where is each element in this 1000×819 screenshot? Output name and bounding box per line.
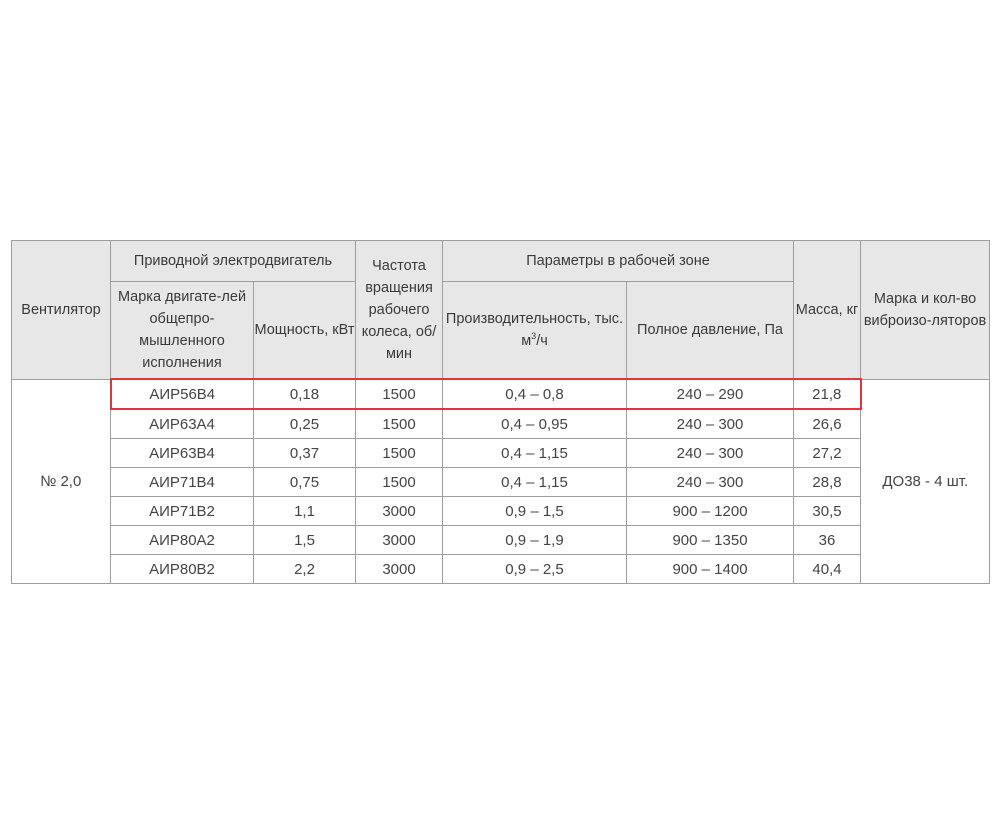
table-row — [12, 468, 990, 497]
header-mass: Масса, кг — [794, 241, 861, 380]
power-cell: 0,75 — [254, 468, 356, 497]
header-capacity-suffix: /ч — [536, 333, 548, 349]
pressure-cell: 900 – 1350 — [627, 526, 794, 555]
rpm-cell: 1500 — [356, 468, 443, 497]
power-cell: 0,18 — [254, 379, 356, 409]
mass-cell: 30,5 — [794, 497, 861, 526]
power-cell: 1,5 — [254, 526, 356, 555]
rpm-cell: 1500 — [356, 439, 443, 468]
pressure-cell: 240 – 290 — [627, 379, 794, 409]
power-cell: 1,1 — [254, 497, 356, 526]
pressure-cell: 900 – 1400 — [627, 555, 794, 584]
capacity-cell: 0,4 – 0,95 — [443, 409, 627, 439]
table-row — [12, 379, 990, 409]
motor-cell: АИР71В4 — [111, 468, 254, 497]
motor-cell: АИР71В2 — [111, 497, 254, 526]
header-capacity-prefix: Производительность, тыс. м — [445, 311, 624, 349]
table-row — [12, 409, 990, 439]
capacity-cell: 0,4 – 0,8 — [443, 379, 627, 409]
mass-cell: 26,6 — [794, 409, 861, 439]
pressure-cell: 240 – 300 — [627, 439, 794, 468]
table-row — [12, 439, 990, 468]
header-drive-motor: Приводной электродвигатель — [111, 241, 356, 282]
capacity-cell: 0,9 – 2,5 — [443, 555, 627, 584]
header-motor-brand: Марка двигате-лей общепро-мышленного исполнения — [111, 282, 254, 380]
fan-spec-table — [11, 240, 990, 584]
power-cell: 0,37 — [254, 439, 356, 468]
header-capacity-sup: 3 — [531, 331, 537, 342]
rpm-cell: 3000 — [356, 526, 443, 555]
motor-cell: АИР63В4 — [111, 439, 254, 468]
capacity-cell: 0,9 – 1,5 — [443, 497, 627, 526]
header-power: Мощность, кВт — [254, 282, 356, 380]
mass-cell: 28,8 — [794, 468, 861, 497]
isolators-cell: ДО38 - 4 шт. — [861, 379, 990, 584]
motor-cell: АИР56В4 — [111, 379, 254, 409]
mass-cell: 27,2 — [794, 439, 861, 468]
mass-cell: 36 — [794, 526, 861, 555]
motor-cell: АИР80В2 — [111, 555, 254, 584]
fan-spec-table-container — [11, 240, 989, 584]
rpm-cell: 3000 — [356, 497, 443, 526]
rpm-cell: 1500 — [356, 409, 443, 439]
pressure-cell: 240 – 300 — [627, 409, 794, 439]
header-isolators: Марка и кол-во виброизо-ляторов — [861, 241, 990, 380]
capacity-cell: 0,4 – 1,15 — [443, 439, 627, 468]
pressure-cell: 900 – 1200 — [627, 497, 794, 526]
capacity-cell: 0,4 – 1,15 — [443, 468, 627, 497]
power-cell: 2,2 — [254, 555, 356, 584]
table-row — [12, 497, 990, 526]
capacity-cell: 0,9 – 1,9 — [443, 526, 627, 555]
header-capacity — [443, 282, 627, 380]
table-row — [12, 526, 990, 555]
header-rotation: Частота вращения рабочего колеса, об/мин — [356, 241, 443, 380]
rpm-cell: 3000 — [356, 555, 443, 584]
power-cell: 0,25 — [254, 409, 356, 439]
fan-number-cell: № 2,0 — [12, 379, 111, 584]
header-fan: Вентилятор — [12, 241, 111, 380]
motor-cell: АИР63А4 — [111, 409, 254, 439]
mass-cell: 21,8 — [794, 379, 861, 409]
header-pressure: Полное давление, Па — [627, 282, 794, 380]
rpm-cell: 1500 — [356, 379, 443, 409]
header-work-zone: Параметры в рабочей зоне — [443, 241, 794, 282]
mass-cell: 40,4 — [794, 555, 861, 584]
pressure-cell: 240 – 300 — [627, 468, 794, 497]
motor-cell: АИР80А2 — [111, 526, 254, 555]
table-row — [12, 555, 990, 584]
